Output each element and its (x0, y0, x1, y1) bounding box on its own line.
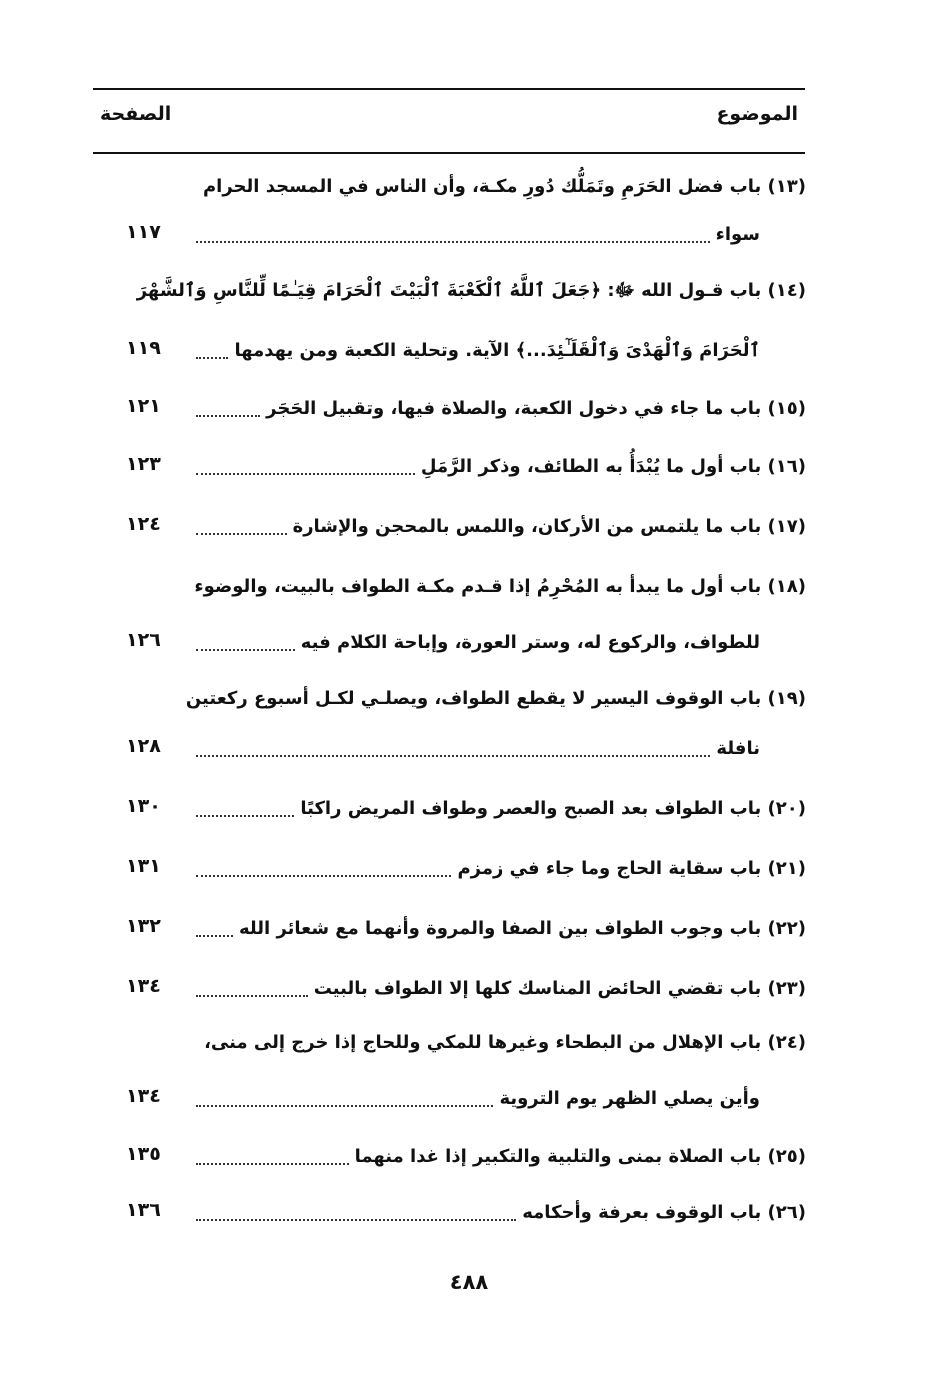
toc-entry-text: (٢٤) باب الإهلال من البطحاء وغيرها للمكي وللحاج إذا خرج إلى منى، (204, 1031, 806, 1053)
toc-page-number: ١١٩ (126, 337, 161, 359)
toc-entry-line (196, 217, 760, 251)
toc-entry-text: (٢٥) باب الصلاة بمنى والتلبية والتكبير إذا غدا منهما (354, 1145, 806, 1167)
toc-entry-text: ٱلْحَرَامَ وَٱلْهَدْىَ وَٱلْقَلَـٰٓئِدَ...﴾ الآية. وتحلية الكعبة ومن يهدمها (234, 339, 760, 361)
toc-page-number: ١٣١ (126, 855, 161, 877)
toc-entry-line (196, 569, 806, 603)
toc-entry-text: (١٣) باب فضل الحَرَمِ وتَمَلُّك دُورِ مكـة، وأن الناس في المسجد الحرام (202, 175, 806, 197)
dot-leader (196, 1101, 493, 1107)
toc-entry-line (196, 391, 806, 425)
toc-entry-line (196, 1081, 760, 1115)
toc-entry-line (196, 971, 806, 1005)
toc-page-number: ١٣٠ (126, 795, 161, 817)
top-rule (93, 88, 805, 90)
dot-leader (196, 1159, 349, 1165)
dot-leader (196, 645, 295, 651)
toc-page-number: ١٣٦ (126, 1199, 161, 1221)
toc-page-number: ١٢٨ (126, 735, 161, 757)
page-number: ٤٨٨ (449, 1270, 489, 1294)
toc-entry-text: نافلة (716, 737, 760, 759)
toc-page-number: ١٢٦ (126, 629, 161, 651)
toc-entry-line (196, 731, 760, 765)
dot-leader (196, 1215, 516, 1221)
toc-entry-text: (٢٠) باب الطواف بعد الصبح والعصر وطواف المريض راكبًا (300, 797, 806, 819)
toc-entry-line (136, 275, 806, 309)
dot-leader (196, 529, 287, 535)
toc-entry-text: (١٨) باب أول ما يبدأ به المُحْرِمُ إذا قـدم مكـة الطواف بالبيت، والوضوء (194, 575, 806, 597)
toc-entry-text: للطواف، والركوع له، وستر العورة، وإباحة الكلام فيه (300, 631, 760, 653)
toc-page-number: ١٣٥ (126, 1143, 161, 1165)
dot-leader (196, 411, 260, 417)
toc-entry-line (196, 625, 760, 659)
page-column-header: الصفحة (100, 103, 172, 125)
toc-page-number: ١٣٤ (126, 1085, 161, 1107)
toc-entry-text: (٢٣) باب تقضي الحائض المناسك كلها إلا الطواف بالبيت (313, 977, 806, 999)
toc-entry-line (196, 851, 806, 885)
toc-entry-line (196, 791, 806, 825)
toc-entry-line (185, 681, 806, 715)
toc-entry-line (196, 449, 806, 483)
dot-leader (196, 469, 415, 475)
toc-entry-line (196, 1025, 806, 1059)
toc-entry-text: (١٥) باب ما جاء في دخول الكعبة، والصلاة فيها، وتقبيل الحَجَر (266, 397, 806, 419)
dot-leader (196, 931, 233, 937)
toc-page-number: ١١٧ (126, 221, 161, 243)
dot-leader (196, 353, 228, 359)
toc-entry-text: سواء (715, 223, 760, 245)
toc-page-number: ١٣٤ (126, 975, 161, 997)
toc-entry-line (196, 911, 806, 945)
toc-entry-text: (٢٢) باب وجوب الطواف بين الصفا والمروة وأنهما مع شعائر الله (239, 917, 806, 939)
toc-entry-text: (١٦) باب أول ما يُبْدَأُ به الطائف، وذكر الرَّمَلِ (420, 455, 806, 477)
dot-leader (196, 811, 294, 817)
toc-entry-text: (١٩) باب الوقوف اليسير لا يقطع الطواف، ويصلـي لكـل أسبوع ركعتين (185, 687, 806, 709)
toc-entry-line (196, 169, 806, 203)
toc-entry-line (196, 1195, 806, 1229)
toc-entry-line (196, 333, 760, 367)
dot-leader (196, 871, 451, 877)
toc-page-number: ١٢١ (126, 395, 161, 417)
toc-entry-text: (٢١) باب سقاية الحاج وما جاء في زمزم (457, 857, 806, 879)
header-rule (93, 152, 805, 154)
topic-column-header: الموضوع (716, 103, 798, 125)
toc-entry-text: وأين يصلي الظهر يوم التروية (499, 1087, 760, 1109)
toc-page-number: ١٢٣ (126, 453, 161, 475)
toc-entry-text: (٢٦) باب الوقوف بعرفة وأحكامه (522, 1201, 806, 1223)
toc-entry-text: (١٧) باب ما يلتمس من الأركان، واللمس بالمحجن والإشارة (292, 515, 806, 537)
toc-page-number: ١٣٢ (126, 915, 161, 937)
dot-leader (196, 991, 308, 997)
toc-entry-text: (١٤) باب قـول الله ﷻ: ﴿جَعَلَ ٱللَّهُ ٱلْكَعْبَةَ ٱلْبَيْتَ ٱلْحَرَامَ قِيَـٰمًا لِّلنَّاسِ وَٱلشَّهْرَ (136, 280, 806, 301)
dot-leader (196, 237, 710, 243)
toc-page-number: ١٢٤ (126, 513, 161, 535)
dot-leader (196, 751, 710, 757)
toc-entry-line (196, 1139, 806, 1173)
toc-entry-line (196, 509, 806, 543)
